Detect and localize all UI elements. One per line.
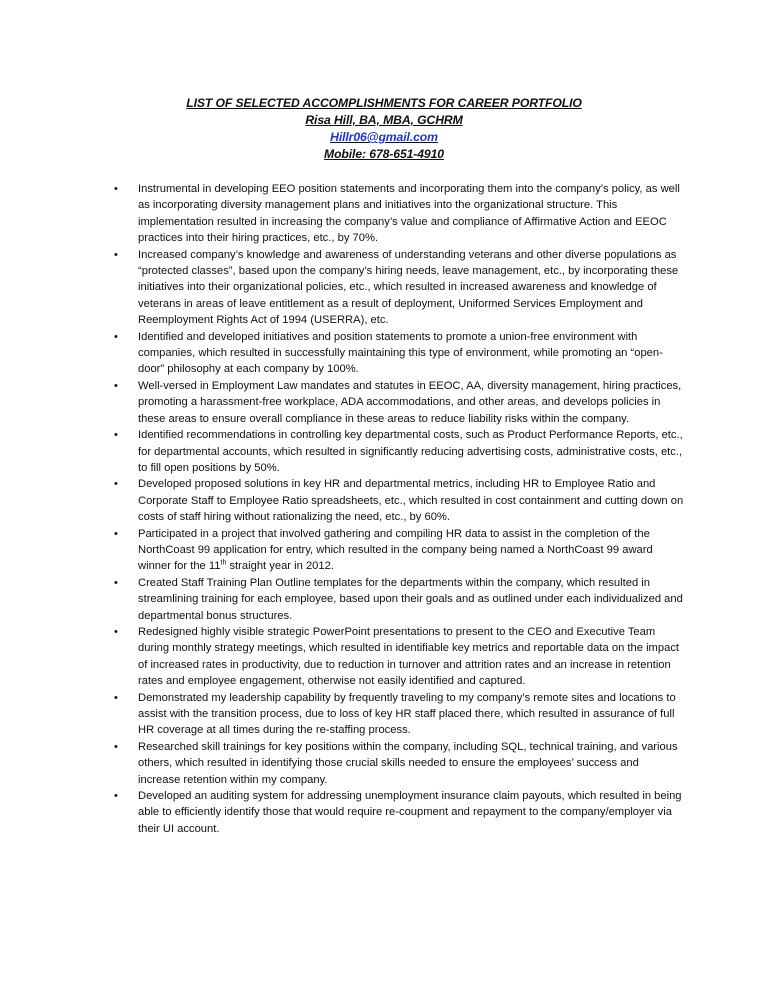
text-before-superscript: Participated in a project that involved gathering and compiling HR data to assist in the completion of the NorthCoast 99 application for entry, which resulted in the company being named a NorthCoast 99 award winner for the 11 <box>138 527 653 573</box>
bullet-icon: • <box>114 576 118 589</box>
bullet-icon: • <box>114 740 118 753</box>
list-item <box>114 427 684 476</box>
accomplishment-text: Increased company’s knowledge and awareness of understanding veterans and other diverse populations as “protected classes”, based upon the company’s hiring needs, leave management, etc., by incorporating these initiatives into their organizational policies, etc., which resulted in increased awareness and knowledge of veterans in areas of leave entitlement as a result of deployment, Uniformed Services Employment and Reemployment Rights Act of 1994 (USERRA), etc. <box>138 248 679 327</box>
accomplishment-text: Well-versed in Employment Law mandates and statutes in EEOC, AA, diversity management, hiring practices, promoting a harassment-free workplace, ADA accommodations, and other areas, and develops policies in these areas to ensure overall compliance in these areas to reduce liability risks within the company. <box>138 379 682 425</box>
list-item <box>114 181 684 247</box>
bullet-icon: • <box>114 183 118 195</box>
accomplishment-text: Redesigned highly visible strategic PowerPoint presentations to present to the CEO and Executive Team during monthly strategy meetings, which resulted in identifiable key metrics and reportable data on the impact of increased rates in productivity, due to reduction in turnover and attrition rates and an increase in retention rates and employee engagement, otherwise not easily identified and captured. <box>138 625 680 688</box>
list-item <box>114 788 684 837</box>
list-item <box>114 624 684 690</box>
bullet-icon: • <box>114 625 118 638</box>
bullet-icon: • <box>114 790 118 803</box>
accomplishment-text: Created Staff Training Plan Outline templates for the departments within the company, which resulted in streamlining training for each employee, based upon their goals and as outlined under each individualized and departmental bonus structures. <box>138 576 683 622</box>
accomplishment-text <box>138 526 684 575</box>
list-item <box>114 476 684 525</box>
bullet-icon: • <box>114 478 118 491</box>
list-item <box>114 575 684 624</box>
email-link[interactable]: Hillr06@gmail.com <box>330 130 438 144</box>
bullet-icon: • <box>114 691 118 704</box>
bullet-icon: • <box>114 248 118 261</box>
accomplishment-text: Demonstrated my leadership capability by frequently traveling to my company’s remote sites and locations to assist with the transition process, due to loss of key HR staff placed there, which resulted in assurance of full HR coverage at all times during the re-staffing process. <box>138 691 676 737</box>
accomplishment-text: Developed proposed solutions in key HR and departmental metrics, including HR to Employee Ratio and Corporate Staff to Employee Ratio spreadsheets, etc., which resulted in cost containment and cutting down on costs of staff hiring without rationalizing the need, etc., by 60%. <box>138 478 684 524</box>
list-item <box>114 526 684 575</box>
list-item <box>114 739 684 788</box>
ordinal-superscript: th <box>220 559 227 567</box>
accomplishments-list <box>114 181 684 837</box>
portfolio-header <box>0 95 768 163</box>
list-item <box>114 329 684 378</box>
accomplishment-text: Identified and developed initiatives and position statements to promote a union-free environment with companies, which resulted in successfully maintaining this type of environment, while promoting an “open-door” philosophy at each company by 100%. <box>138 330 663 376</box>
accomplishment-text: Instrumental in developing EEO position statements and incorporating them into the company’s policy, as well as incorporating diversity management plans and initiatives into the organizational structure. This implementation resulted in increasing the company’s value and compliance of Affirmative Action and EEOC practices into their hiring practices, etc., by 70%. <box>138 183 680 245</box>
bullet-icon: • <box>114 330 118 343</box>
accomplishment-text: Developed an auditing system for addressing unemployment insurance claim payouts, which resulted in being able to efficiently identify those that would require re-coupment and repayment to the company/employer via their UI account. <box>138 790 682 835</box>
list-item <box>114 378 684 427</box>
document-title: LIST OF SELECTED ACCOMPLISHMENTS FOR CAREER PORTFOLIO <box>186 96 582 110</box>
bullet-icon: • <box>114 379 118 392</box>
list-item <box>114 690 684 739</box>
bullet-icon: • <box>114 429 118 442</box>
text-after-superscript: straight year in 2012. <box>226 560 334 573</box>
accomplishment-text: Researched skill trainings for key positions within the company, including SQL, technical training, and various others, which resulted in identifying those crucial skills needed to ensure the employees’ success and increase retention within my company. <box>138 740 678 786</box>
candidate-name: Risa Hill, BA, MBA, GCHRM <box>305 113 463 127</box>
list-item <box>114 247 684 329</box>
bullet-icon: • <box>114 527 118 540</box>
mobile-number: Mobile: 678-651-4910 <box>324 147 444 161</box>
accomplishment-text: Identified recommendations in controlling key departmental costs, such as Product Performance Reports, etc., for departmental accounts, which resulted in significantly reducing advertising costs, administrative costs, etc., to fill open positions by 50%. <box>138 429 683 474</box>
